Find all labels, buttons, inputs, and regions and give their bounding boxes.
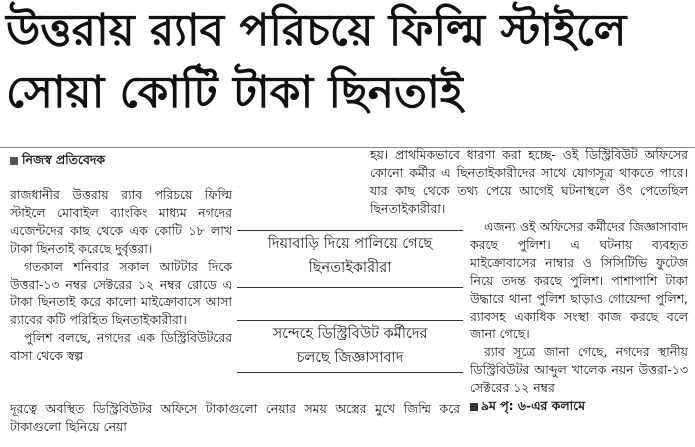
center-top-paragraph: হয়। প্রাথমিকভাবে ধারণা করা হচ্ছে- ওই ডিস্ট্রিবিউট অফিসের কোনো কর্মীর এ ছিনতাইকারীদের সাথে যোগসূত্র থাকতে পারে। যার কাছ থেকে তথ্য পেয়ে আগেই ঘটনাস্থলে ওঁৎ পেতেছিল ছিনতাইকারীরা। <box>370 147 688 216</box>
pull-quote-2-top-rule <box>237 320 463 321</box>
continuation-jump-text: ৯ম পৃ: ৬-এর কলামে <box>481 398 586 414</box>
right-paragraph-2: র‍্যাব সূত্রে জানা গেছে, নগদের স্থানীয় ডিস্ট্রিবিউটর আব্দুল খালেক নয়ন উত্তরা-১৩ সেক্টরের ১২ নম্বর <box>470 344 688 396</box>
pull-quote-1 <box>237 232 463 280</box>
left-column <box>10 186 232 365</box>
pull-quote-2-line-2: চলছে জিজ্ঞাসাবাদ <box>296 350 404 366</box>
left-paragraph-3: পুলিশ বলছে, নগদের এক ডিস্ট্রিবিউটরের বাসা থেকে স্বল্প <box>10 330 232 364</box>
pull-quote-1-bottom-rule <box>237 287 463 288</box>
pull-quote-1-line-2: ছিনতাইকারীরা <box>308 260 392 276</box>
headline-line-1: উত্তরায় র‍্যাব পরিচয়ে ফিল্মি স্টাইলে <box>6 5 627 56</box>
bottom-left-text <box>10 400 460 436</box>
right-paragraph-1: এজন্য ওই অফিসের কর্মীদের জিজ্ঞাসাবাদ করছে পুলিশ। এ ঘটনায় ব্যবহৃত মাইক্রোবাসের নাম্বার ও সিসিটিভি ফুটেজ নিয়ে তদন্ত করছে পুলিশ। পাশাপাশি টাকা উদ্ধারে থানা পুলিশ ছাড়াও গোয়েন্দা পুলিশ, র‍্যাবসহ একাধিক সংস্থা কাজ করছে বলে জানা গেছে। <box>470 219 688 342</box>
byline-square-icon <box>10 157 18 165</box>
bottom-left-paragraph: দূরত্বে অবস্থিত ডিস্ট্রিবিউটর অফিসে টাকাগুলো নেয়ার সময় অস্ত্রের মুখে জিম্মি করে টাকাগুলো ছিনিয়ে নেয়া <box>10 401 460 434</box>
headline <box>6 0 690 124</box>
center-top-text <box>370 146 688 218</box>
byline <box>10 152 105 172</box>
pull-quote-1-line-1: দিয়াবাড়ি দিয়ে পালিয়ে গেছে <box>267 236 433 252</box>
right-column <box>470 218 688 415</box>
pull-quote-2-bottom-rule <box>237 372 463 373</box>
left-paragraph-1: রাজধানীর উত্তরায় র‍্যাব পরিচয়ে ফিল্মি স্টাইলে মোবাইল ব্যাংকিং মাধ্যম নগদের এজেন্টদের কাছ থেকে এক কোটি ১৮ লাখ টাকা ছিনতাই করেছে দুর্বৃত্তরা। <box>10 187 232 256</box>
byline-text: নিজস্ব প্রতিবেদক <box>22 152 106 167</box>
continuation-jump <box>470 397 688 415</box>
pull-quote-2-line-1: সন্দেহে ডিস্ট্রিবিউট কর্মীদের <box>272 326 428 342</box>
jump-square-icon <box>470 403 478 411</box>
pull-quote-1-top-rule <box>237 230 463 231</box>
pull-quote-2 <box>237 322 463 370</box>
left-paragraph-2: গতকাল শনিবার সকাল আটটার দিকে উত্তরা-১৩ নম্বর সেক্টরের ১২ নম্বর রোডে এ টাকা ছিনতাই করে কালো মাইক্রোবাসে আসা র‍্যাবের কটি পরিহিত ছিনতাইকারীরা। <box>10 258 232 328</box>
headline-line-2: সোয়া কোটি টাকা ছিনতাই <box>6 67 463 118</box>
